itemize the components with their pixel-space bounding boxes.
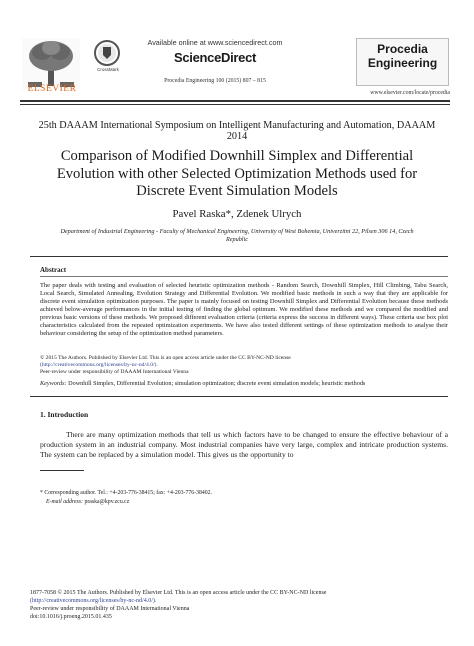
issn-line: 1877-7058 © 2015 The Authors. Published by Elsevier Ltd. This is an open access article under the CC BY-NC-ND license [30,590,327,596]
footnote-rule [40,470,84,471]
copyright-block [40,355,448,377]
email-footnote [40,499,440,505]
doi[interactable]: doi:10.1016/j.proeng.2015.01.435 [30,614,112,621]
journal-url[interactable]: www.elsevier.com/locate/procedia [370,90,450,96]
bottom-license-link[interactable]: (http://creativecommons.org/licenses/by-nc-nd/4.0/). [30,598,157,605]
email-label: E-mail address: [46,499,83,505]
copyright-line: © 2015 The Authors. Published by Elsevier Ltd. This is an open access article under the CC BY-NC-ND license [40,355,291,361]
abstract-heading: Abstract [40,266,67,274]
affiliation: Department of Industrial Engineering - Faculty of Mechanical Engineering, University of West Bohemia, Univerzitni 22, Pilsen 306 14, Czech Republic [60,228,414,244]
license-link[interactable]: (http://creativecommons.org/licenses/by-nc-nd/4.0/). [40,362,158,369]
journal-name: Procedia Engineering [367,42,438,70]
header-rule-thin [20,104,450,105]
elsevier-tree-logo [22,38,80,90]
email-address[interactable]: praska@kpv.zcu.cz [84,499,130,505]
authors: Pavel Raska*, Zdenek Ulrych [172,208,302,220]
corresponding-author-footnote: * Corresponding author. Tel.: +4-203-776-38415; fax: +4-203-776-38402. [40,490,213,496]
header-rule [20,100,450,102]
journal-citation: Procedia Engineering 100 (2015) 807 – 815 [164,78,266,84]
bottom-copyright-block [30,589,450,621]
paper-title: Comparison of Modified Downhill Simplex and Differential Evolution with other Selected Optimization Methods used for Discrete Event Simulation Models [56,148,418,199]
abstract-top-rule [30,256,448,257]
available-online-text: Available online at www.sciencedirect.com [147,38,283,47]
abstract-text: The paper deals with testing and evaluation of selected heuristic optimization methods - Random Search, Downhill Simplex, Hill Climbing, Tabu Search, Local Search, Simulated Annealing, Evolution Strategy and Differential Evolution. We modified basic methods in such a way that they are applicable for discrete event simulation optimization purposes. The paper is mainly focused on testing Downhill Simplex and Differential Evolution because these methods achieved below-average performances in the initial testing of finding the global optimum. We modified these methods and we compared the modified and previous basic versions of these methods. We proposed different evaluation criteria (criteria express the success in different ways). These criteria use box plot characteristics calculated from the repeated optimization experiments. We have also tested different settings of these optimization methods to analyse their behaviour considering the setup of the optimization method parameters. [40,282,448,337]
conference-name: 25th DAAAM International Symposium on Intelligent Manufacturing and Automation, DAAAM 2014 [38,120,436,142]
crossmark-icon[interactable] [94,40,120,66]
publisher-logo-text: ELSEVIER [27,84,77,94]
crossmark-label: CrossMark [97,67,119,72]
peer-review-line: Peer-review under responsibility of DAAAM International Vienna [40,369,189,376]
introduction-text [40,430,448,459]
keywords-line [40,380,448,387]
abstract-heading-rule [40,276,448,277]
keywords-text: Downhill Simplex, Differential Evolution; simulation optimization; discrete event simulation models; heuristic methods [68,380,366,387]
keywords-label: Keywords: [40,380,67,387]
abstract-bottom-rule [30,396,448,397]
introduction-paragraph: There are many optimization methods that tell us which factors have to be changed to ensure the effective behaviour of a production system in an industrial company. Most industrial companies have very large, complex and intricate production systems. The system can be replaced by a simulation model. This gives us the opportunity to [40,430,448,459]
section-heading-introduction: 1. Introduction [40,410,89,419]
bottom-peer-review: Peer-review under responsibility of DAAAM International Vienna [30,606,190,613]
sciencedirect-logo-text: ScienceDirect [173,50,257,65]
